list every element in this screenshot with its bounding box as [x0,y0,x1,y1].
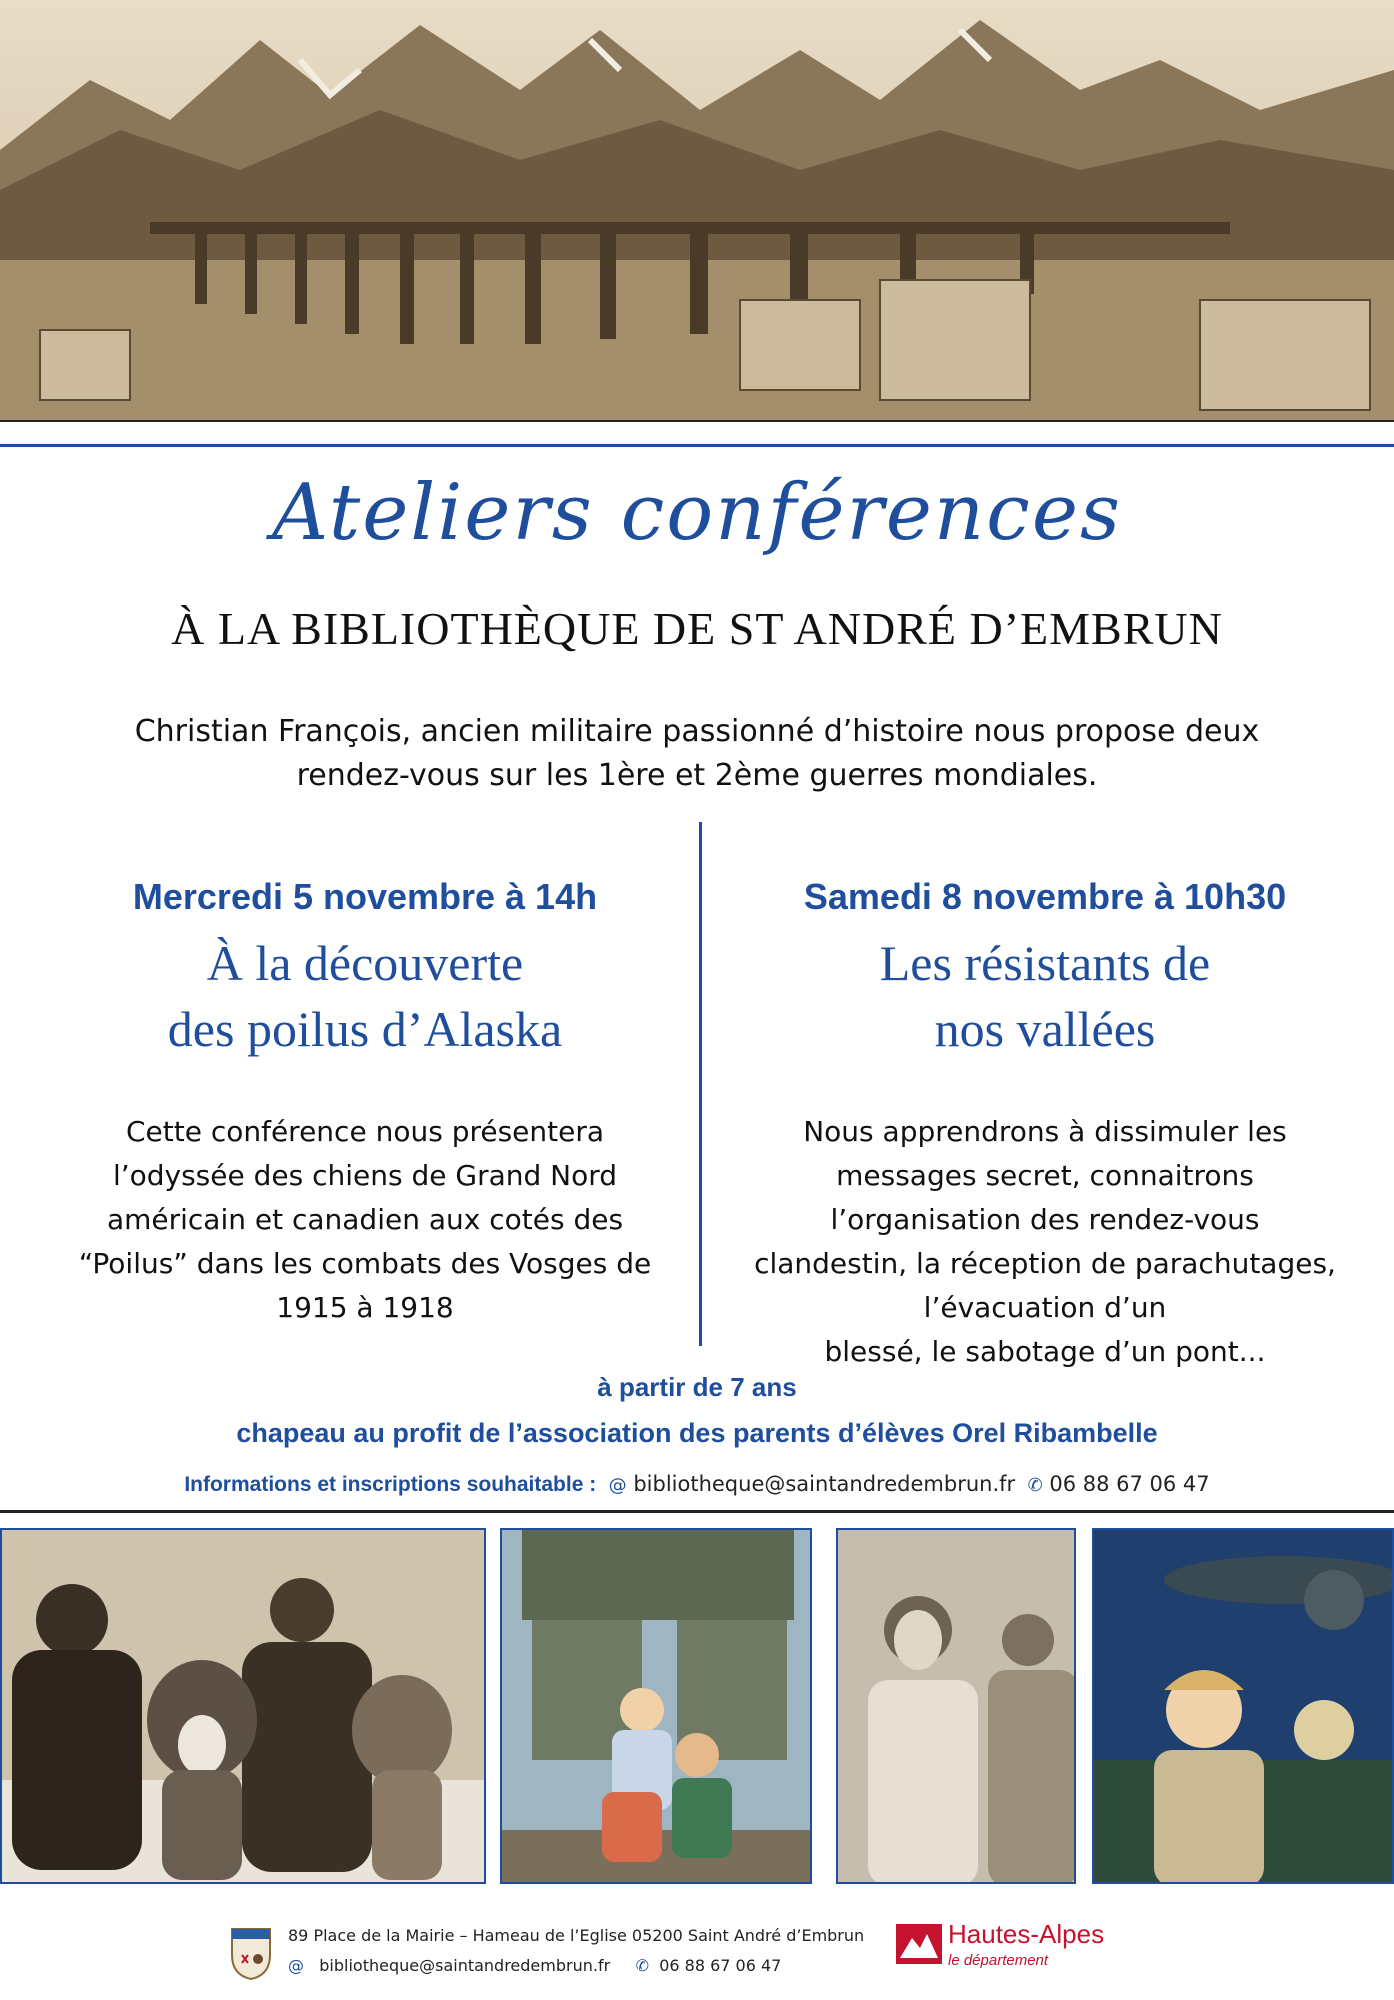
event-2-desc-line: l’organisation des rendez-vous [830,1203,1260,1236]
event-2-desc-line: Nous apprendrons à dissimuler les [803,1115,1287,1148]
event-1-description [20,1110,710,1330]
event-2-description [700,1110,1390,1374]
footer-address: 89 Place de la Mairie – Hameau de l’Eglise 05200 Saint André d’Embrun [288,1926,865,1945]
header-photo-mountain-viaduct [0,0,1394,422]
phone-icon: ✆ [1021,1475,1043,1496]
chapeau-info: chapeau au profit de l’association des parents d’élèves Orel Ribambelle [236,1418,1158,1448]
event-2-title-line-2: nos vallées [934,1001,1156,1057]
contact-row [0,1472,1394,1497]
intro-line-1: Christian François, ancien militaire passionné d’histoire nous propose deux [134,714,1260,749]
resistance-woman-illustration [838,1530,1076,1884]
hautes-alpes-logo [896,1924,942,1964]
event-2-desc-line: clandestin, la réception de parachutages, [754,1247,1336,1280]
intro-line-2: rendez-vous sur les 1ère et 2ème guerres mondiales. [296,758,1098,793]
footer-contacts [288,1956,781,1975]
age-info: à partir de 7 ans [597,1372,797,1402]
event-2-date: Samedi 8 novembre à 10h30 [803,876,1287,917]
contact-email-link[interactable]: bibliotheque@saintandredembrun.fr [633,1472,1016,1496]
poilus-dogs-illustration [2,1530,486,1884]
event-2-desc-line: blessé, le sabotage d’un pont... [824,1335,1266,1368]
dept-subtitle: le département [948,1952,1049,1969]
photo-comic-parachute [1092,1528,1394,1884]
footer-email-link[interactable]: bibliotheque@saintandredembrun.fr [319,1956,611,1975]
event-1-desc-line: 1915 à 1918 [276,1291,454,1324]
page-title: Ateliers conférences [271,468,1123,558]
event-1-desc-line: “Poilus” dans les combats des Vosges de [78,1247,652,1280]
mountain-logo-icon [896,1924,942,1964]
event-1-title [20,930,710,1062]
event-1-desc-line: Cette conférence nous présentera [125,1115,605,1148]
commune-crest-logo [228,1925,274,1981]
dept-name: Hautes-Alpes [948,1919,1105,1949]
event-1-date: Mercredi 5 novembre à 14h [132,876,598,917]
top-divider-rule [0,444,1394,447]
photo-resistance-woman [836,1528,1076,1884]
event-1-title-line-2: des poilus d’Alaska [167,1001,563,1057]
intro-text [80,710,1314,798]
event-2-desc-line: l’évacuation d’un [923,1291,1167,1324]
comic-parachute-illustration [1094,1530,1394,1884]
event-1-title-line-1: À la découverte [206,935,524,991]
comic-children-illustration [502,1530,812,1884]
page-subtitle: À LA BIBLIOTHÈQUE DE ST ANDRÉ D’EMBRUN [171,603,1223,654]
at-icon: @ [288,1956,304,1975]
photo-strip-rule [0,1510,1394,1513]
contact-phone: 06 88 67 06 47 [1049,1472,1210,1496]
phone-icon: ✆ [635,1956,650,1975]
contact-label: Informations et inscriptions souhaitable : [184,1473,597,1496]
mountain-viaduct-illustration [0,0,1394,420]
event-2-desc-line: messages secret, connaitrons [836,1159,1254,1192]
event-2-title-line-1: Les résistants de [879,935,1211,991]
crest-icon [228,1925,274,1981]
event-1-desc-line: américain et canadien aux cotés des [106,1203,624,1236]
event-1-desc-line: l’odyssée des chiens de Grand Nord [112,1159,618,1192]
event-2-title [700,930,1390,1062]
footer-phone: 06 88 67 06 47 [659,1956,782,1975]
photo-poilus-dogs [0,1528,486,1884]
photo-comic-children [500,1528,812,1884]
at-icon: @ [602,1475,627,1496]
